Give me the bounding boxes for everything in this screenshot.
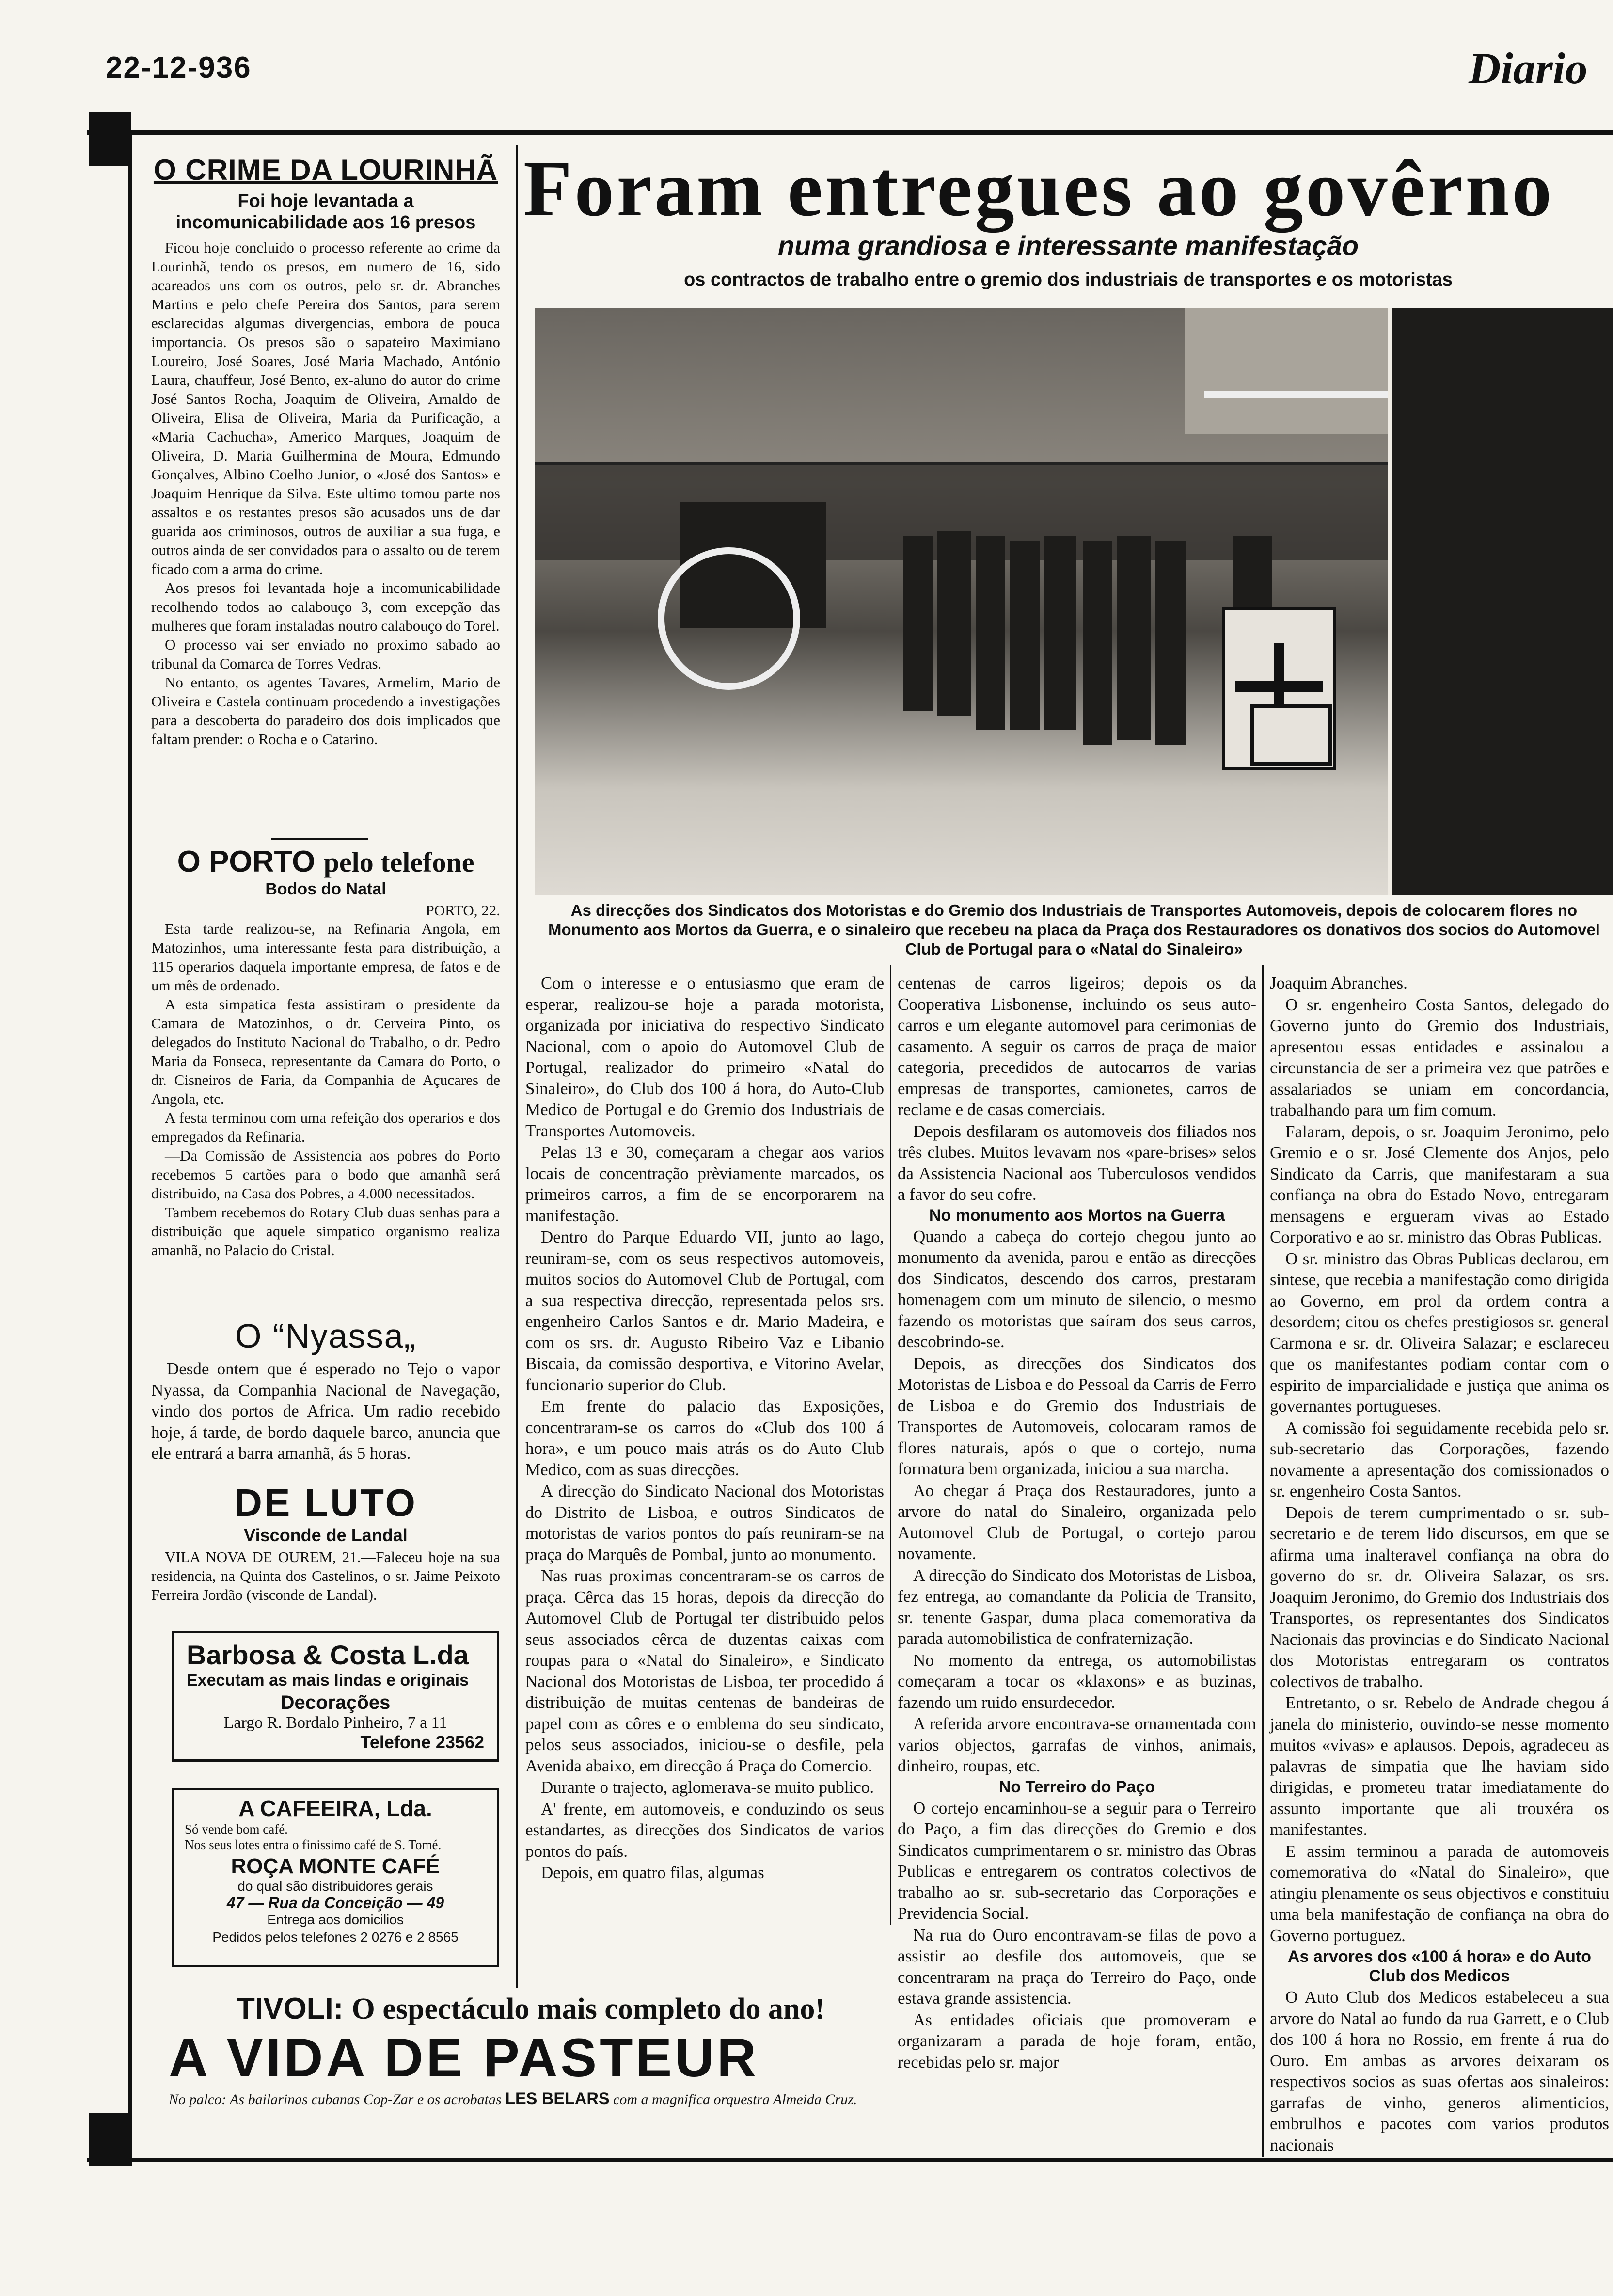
lead-c2b-p6: A referida arvore encontrava-se ornamentada com varios objectos, garrafas de vinhos, animais, dinheiro, roupas, etc. bbox=[898, 1714, 1256, 1775]
lead-c3-p6: Depois de terem cumprimentado o sr. sub-secretario e de terem lido discursos, em que se afirma uma inalteravel confiança na obra do governo do sr. dr. Oliveira Salazar, os srs. Joaquim Jeronimo, do Gremio dos Industriais dos Transportes, os representantes dos Sindicatos Nacionais das provincias e do Sindicato Nacional dos Motoristas entregaram os contratos colectivos de trabalho. bbox=[1270, 1503, 1609, 1691]
lead-c1-p1: Com o interesse e o entusiasmo que eram de esperar, realizou-se hoje a parada motorista, organizada por iniciativa do respectivo Sindicato Nacional, com o apoio do Automovel Club de Portugal, realizador do primeiro «Natal do Sinaleiro», do Club dos 100 á hora, do Auto-Club Medico de Portugal e do Gremio dos Industriais de Transportes Automoveis. bbox=[525, 973, 884, 1140]
lead-c3-p3: Falaram, depois, o sr. Joaquim Jeronimo, pelo Gremio e o sr. José Clemente dos Anjos, pelo Sindicato da Carris, que manifestaram a sua confiança na obra do Estado Novo, entregaram mensagens e ergueram vivas ao Estado Corporativo e ao sr. ministro das Obras Publicas. bbox=[1270, 1122, 1609, 1246]
ad-cafeeira-l1: Só vende bom café. bbox=[185, 1822, 288, 1836]
corner-block-top bbox=[89, 112, 131, 166]
luto-subhead: Visconde de Landal bbox=[244, 1525, 408, 1545]
ad-barbosa-costa bbox=[172, 1631, 499, 1762]
lead-c2-p1: centenas de carros ligeiros; depois os da Cooperativa Lisbonense, incluindo os seus auto-carros e um elegante automovel para cerimonias de casamento. A seguir os carros de praça de maior categoria, precedidos de autocarros de varias empresas de transportes, camionetes, carros de reclame e de casas comerciais. bbox=[898, 973, 1256, 1119]
lead-sub-monumento: No monumento aos Mortos na Guerra bbox=[929, 1206, 1225, 1225]
nyassa-article bbox=[151, 1317, 500, 1465]
lead-c2b-p2: Depois, as direcções dos Sindicatos dos Motoristas de Lisboa e do Pessoal da Carris de Ferro de Lisboa e do Gremio dos Industriais de Transportes de Automoveis, colocaram ramos de flores naturais, após o que o cortejo, numa formatura bem organizada, iniciou a sua marcha. bbox=[898, 1354, 1256, 1478]
lead-c3b-p1: O Auto Club dos Medicos estabeleceu a sua arvore do Natal ao fundo da rua Garrett, e o Club dos 100 á hora no Rossio, em frente á rua do Ouro. Em ambas as arvores deixaram os respectivos socios as suas ofertas aos sinaleiros: garrafas de vinho, generos alimenticios, embrulhos e pacotes com varios produtos nacionais bbox=[1270, 1988, 1609, 2154]
porto-para-2: A esta simpatica festa assistiram o presidente da Camara de Matozinhos, o dr. Cerveira Pinto, os delegados do Instituto Nacional do Trabalho, o dr. Pedro Maria da Fonseca, representante da Camara do Porto, o dr. Cisneiros de Faria, da Companhia de Açucares de Angola, etc. bbox=[151, 996, 500, 1107]
ad-cafeeira-l4: Entrega aos domicilios bbox=[267, 1912, 404, 1927]
ad-cafeeira-name: A CAFEEIRA, Lda. bbox=[238, 1796, 432, 1821]
ad-cafeeira-l2: Nos seus lotes entra o finissimo café de S. Tomé. bbox=[185, 1837, 442, 1852]
lead-c1-p2: Pelas 13 e 30, começaram a chegar aos varios locais de concentração prèviamente marcados, os primeiros carros, a fim de se encorporarem na manifestação. bbox=[525, 1143, 884, 1225]
issue-date: 22-12-936 bbox=[106, 51, 252, 84]
porto-para-3: A festa terminou com uma refeição dos operarios e dos empregados da Refinaria. bbox=[151, 1109, 500, 1145]
ad-tivoli-foot-b: LES BELARS bbox=[505, 2089, 610, 2108]
porto-para-1: Esta tarde realizou-se, na Refinaria Angola, em Matozinhos, uma interessante festa para distribuição, a 115 operarios daquela importante empresa, de fatos e de um mês de ordenado. bbox=[151, 920, 500, 994]
porto-title-b: pelo telefone bbox=[323, 846, 474, 878]
porto-dateline: PORTO, 22. bbox=[426, 902, 500, 919]
lead-c3-p2: O sr. engenheiro Costa Santos, delegado do Governo junto do Gremio dos Industriais, apresentou essas entidades e assinalou a circunstancia de ser a primeira vez que patrões e assalariados se uniam em concordancia, trabalhando para um fim comum. bbox=[1270, 995, 1609, 1119]
ad-barbosa-phone: Telefone 23562 bbox=[360, 1732, 484, 1752]
luto-title: DE LUTO bbox=[234, 1481, 417, 1524]
column-rule-left bbox=[516, 145, 518, 1988]
porto-title-a: O PORTO bbox=[177, 845, 316, 878]
column-rule-lead-2 bbox=[1262, 965, 1264, 2157]
column-rule-lead bbox=[890, 965, 891, 1925]
lead-c1-p4: Em frente do palacio das Exposições, concentraram-se os carros do «Club dos 100 á hora», e um pouco mais atrás os do Auto Club Medico, com as suas direcções. bbox=[525, 1397, 884, 1479]
ad-barbosa-name: Barbosa & Costa L.da bbox=[187, 1640, 469, 1670]
luto-article bbox=[151, 1481, 500, 1604]
ad-tivoli-slogan: O espectáculo mais completo do ano! bbox=[351, 1993, 825, 2025]
lead-c1-p9: Depois, em quatro filas, algumas bbox=[541, 1863, 764, 1882]
lead-headline: Foram entregues ao govêrno bbox=[523, 145, 1554, 233]
crime-article bbox=[151, 153, 500, 749]
ad-tivoli-line1 bbox=[237, 1992, 867, 2026]
lead-photograph bbox=[535, 308, 1613, 895]
ad-cafeeira bbox=[172, 1788, 499, 1967]
lead-c2c-p1: O cortejo encaminhou-se a seguir para o Terreiro do Paço, a fim das direcções do Gremio e dos Sindicatos cumprimentarem o sr. ministro das Obras Publicas e entregarem os contratos colectivos de trabalho ao sr. sub-secretario das Corporações e Previdencia Social. bbox=[898, 1798, 1256, 1923]
lead-c1-p8: A' frente, em automoveis, e conduzindo os seus estandartes, as direcções dos Sindicatos de varios pontos do país. bbox=[525, 1799, 884, 1861]
porto-subhead: Bodos do Natal bbox=[265, 880, 386, 898]
lead-c2b-p3: Ao chegar á Praça dos Restauradores, junto a arvore do natal do Sinaleiro, organizada pelo Automovel Club de Portugal, o cortejo parou novamente. bbox=[898, 1481, 1256, 1563]
ad-tivoli-title: A VIDA DE PASTEUR bbox=[169, 2027, 759, 2088]
ad-cafeeira-brand: ROÇA MONTE CAFÉ bbox=[231, 1854, 440, 1878]
frame-top-rule bbox=[87, 130, 1613, 135]
ad-cafeeira-phone: Pedidos pelos telefones 2 0276 e 2 8565 bbox=[212, 1929, 459, 1945]
photo-scene bbox=[535, 308, 1613, 895]
crime-para-2: Aos presos foi levantada hoje a incomunicabilidade recolhendo todos ao calabouço 3, com excepção das mulheres que foram instaladas noutro calabouço do Torel. bbox=[151, 579, 500, 634]
ad-tivoli bbox=[145, 1989, 890, 2149]
crime-para-3: O processo vai ser enviado no proximo sabado ao tribunal da Comarca de Torres Vedras. bbox=[151, 636, 500, 672]
luto-para: VILA NOVA DE OUREM, 21.—Faleceu hoje na sua residencia, na Quinta dos Castelinos, o sr. Jaime Peixoto Ferreira Jordão (visconde de Landal). bbox=[151, 1548, 500, 1603]
lead-deck: os contractos de trabalho entre o gremio dos industriais de transportes e os motoristas bbox=[684, 270, 1453, 290]
lead-c3-p5: A comissão foi seguidamente recebida pelo sr. sub-secretario das Corporações, fazendo novamente a apresentação dos comissionados o sr. engenheiro Costa Santos. bbox=[1270, 1418, 1609, 1500]
lead-c3-p4: O sr. ministro das Obras Publicas declarou, em sintese, que recebia a manifestação como dirigida ao Governo, em prol da ordem contra a desordem; citou os chefes prestigiosos sr. general Carmona e sr. dr. Oliveira Salazar; e esclareceu que os manifestantes podiam contar com o espirito de imparcialidade e justiça que anima os governantes portugueses. bbox=[1270, 1249, 1609, 1416]
masthead: Diario bbox=[1469, 44, 1588, 93]
frame-bottom-rule bbox=[87, 2158, 1613, 2162]
porto-article bbox=[151, 845, 500, 1260]
lead-c1-p6: Nas ruas proximas concentraram-se os carros de praça. Cêrca das 15 horas, depois da direcção do Automovel Club de Portugal ter distribuido pelos seus associados cêrca de duzentas caixas com roupas para o «Natal do Sinaleiro», e Sindicato Nacional dos Motoristas de Lisboa, ter procedido á distribuição de muitas centenas de bandeiras de papel com as côres e o emblema do seu sindicato, pelos seus associados, iniciou-se o desfile, pela Avenida abaixo, em direcção á Praça do Comercio. bbox=[525, 1566, 884, 1775]
frame-left-rule bbox=[128, 130, 132, 2166]
ad-tivoli-foot-c: com a magnifica orquestra Almeida Cruz. bbox=[613, 2091, 857, 2107]
ad-cafeeira-l3: do qual são distribuidores gerais bbox=[237, 1879, 433, 1894]
ad-tivoli-venue: TIVOLI: bbox=[237, 1992, 344, 2025]
lead-c1-p3: Dentro do Parque Eduardo VII, junto ao lago, reuniram-se, com os seus respectivos automoveis, muitos socios do Automovel Club de Portugal, com a sua respectiva direcção, representada pelos srs. engenheiro Carlos Santos e dr. Mario Madeira, e com os srs. dr. Augusto Ribeiro Vaz e Libanio Biscaia, da comissão desportiva, e Vitorino Avelar, funcionario superior do Club. bbox=[525, 1228, 884, 1394]
lead-c2c-p3: As entidades oficiais que promoveram e organizaram a parada de hoje foram, então, recebidas pelo sr. major bbox=[898, 2010, 1256, 2072]
ad-barbosa-line1: Executam as mais lindas e originais bbox=[187, 1671, 469, 1690]
ad-tivoli-foot bbox=[169, 2089, 867, 2109]
photo-caption: As direcções dos Sindicatos dos Motoristas e do Gremio dos Industriais de Transportes Automoveis, depois de colocarem flores no Monumento aos Mortos da Guerra, e o sinaleiro que recebeu na placa da Praça dos Restauradores os donativos dos socios do Automovel Club de Portugal para o «Natal do Sinaleiro» bbox=[548, 901, 1600, 958]
porto-para-5: Tambem recebemos do Rotary Club duas senhas para a distribuição que aquele simpatico organismo realiza amanhã, no Palacio do Cristal. bbox=[151, 1204, 500, 1259]
corner-block-bottom bbox=[89, 2113, 131, 2166]
lead-c2b-p1: Quando a cabeça do cortejo chegou junto ao monumento da avenida, parou e então as direcções dos Sindicatos, descendo dos carros, prestaram homenagem com um minuto de silencio, o mesmo fazendo os motoristas que saíram dos seus carros, descobrindo-se. bbox=[898, 1227, 1256, 1351]
lead-c1-p7: Durante o trajecto, aglomerava-se muito publico. bbox=[541, 1778, 874, 1797]
lead-c3-p1: Joaquim Abranches. bbox=[1270, 973, 1407, 992]
lead-c2b-p5: No momento da entrega, os automobilistas começaram a tocar os «klaxons» e as buzinas, fazendo um ruido ensurdecedor. bbox=[898, 1650, 1256, 1712]
crime-para-4: No entanto, os agentes Tavares, Armelim, Mario de Oliveira e Castela continuam procedendo a investigações para a descoberta do paradeiro dos dois implicados que faltam prender: o Rocha e o Catarino. bbox=[151, 674, 500, 748]
lead-subhead: numa grandiosa e interessante manifestação bbox=[777, 230, 1359, 261]
ad-barbosa-addr: Largo R. Bordalo Pinheiro, 7 a 11 bbox=[223, 1714, 447, 1732]
lead-c2c-p2: Na rua do Ouro encontravam-se filas de povo a assistir ao desfile dos automoveis, que se concentraram na praça do Terreiro do Paço, onde estava grande assistencia. bbox=[898, 1925, 1256, 2008]
separator-ornament bbox=[271, 838, 368, 840]
lead-c3-p7: Entretanto, o sr. Rebelo de Andrade chegou á janela do ministerio, ouvindo-se nesse momento muitos «vivas» e aplausos. Depois, agradeceu as palavras de simpatia que lhe haviam sido dirigidas, e prometeu tratar imediatamente do assunto importante que ali trouxéra os manifestantes. bbox=[1270, 1693, 1609, 1839]
lead-column-1 bbox=[525, 973, 884, 1884]
ad-tivoli-foot-a: No palco: As bailarinas cubanas Cop-Zar e os acrobatas bbox=[169, 2091, 502, 2107]
crime-subhead: Foi hoje levantada a incomunicabilidade aos 16 presos bbox=[175, 191, 476, 233]
porto-para-4: —Da Comissão de Assistencia aos pobres do Porto recebemos 5 cartões para o bodo que amanhã será distribuido, na Casa dos Pobres, a 4.000 necessitados. bbox=[151, 1147, 500, 1202]
ad-barbosa-line2: Decorações bbox=[280, 1692, 391, 1713]
crime-para-1: Ficou hoje concluido o processo referente ao crime da Lourinhã, tendo os presos, em numero de 16, sido acareados uns com os outros, pelo sr. dr. Abranches Martins e pelo chefe Pereira dos Santos, para serem esclarecidas algumas divergencias, embora de pouca importancia. Os presos são o sapateiro Maximiano Loureiro, José Soares, José Maria Machado, António Laura, chauffeur, José Bento, ex-aluno do autor do crime José Santos Rocha, Joaquim de Oliveira, Arnaldo de Oliveira, Elisa de Oliveira, Maria da Purificação, a «Maria Cachucha», Americo Marques, Joaquim de Oliveira, D. Maria Guilhermina de Moura, Edmundo Gonçalves, Albino Coelho Junior, o «José dos Santos» e Joaquim Henrique da Silva. Este ultimo tomou parte nos assaltos e os restantes presos são acusados uns de dar guarida aos criminosos, outros de auxiliar a sua fuga, e outros ainda de ser convidados para o assalto ou de terem ficado com a arma do crime. bbox=[151, 239, 500, 577]
ad-cafeeira-addr: 47 — Rua da Conceição — 49 bbox=[226, 1894, 444, 1912]
lead-c3-p8: E assim terminou a parada de automoveis comemorativa do «Natal do Sinaleiro», que atingiu plenamente os seus objectivos e constituiu uma bela manifestação de confiança na obra do Governo portuguez. bbox=[1270, 1841, 1609, 1945]
lead-c2b-p4: A direcção do Sindicato dos Motoristas de Lisboa, fez entrega, ao comandante da Policia de Transito, sr. tenente Gaspar, duma placa comemorativa da parada automobilistica de confraternização. bbox=[898, 1565, 1256, 1648]
porto-title bbox=[151, 845, 500, 879]
nyassa-para: Desde ontem que é esperado no Tejo o vapor Nyassa, da Companhia Nacional de Navegação, vindo dos portos de Africa. Um radio recebido hoje, á tarde, de bordo daquele barco, anuncia que ele entrará a barra amanhã, ás 5 horas. bbox=[151, 1359, 500, 1463]
lead-column-2 bbox=[898, 973, 1256, 2073]
lead-sub-arvores: As arvores dos «100 á hora» e do Auto Club dos Medicos bbox=[1287, 1947, 1592, 1985]
nyassa-title: O “Nyassa„ bbox=[235, 1317, 416, 1355]
lead-sub-terreiro: No Terreiro do Paço bbox=[998, 1777, 1155, 1796]
lead-c2-p2: Depois desfilaram os automoveis dos filiados nos três clubes. Muitos levavam nos «pare-brises» selos da Assistencia Nacional aos Tuberculosos vendidos a favor do seu cofre. bbox=[898, 1121, 1256, 1204]
crime-title: O CRIME DA LOURINHÃ bbox=[153, 154, 498, 186]
lead-column-3 bbox=[1270, 973, 1609, 2156]
lead-c1-p5: A direcção do Sindicato Nacional dos Motoristas do Distrito de Lisboa, e outros Sindicatos de motoristas de varios pontos do país reuniram-se na praça do Marquês de Pombal, junto ao monumento. bbox=[525, 1482, 884, 1564]
